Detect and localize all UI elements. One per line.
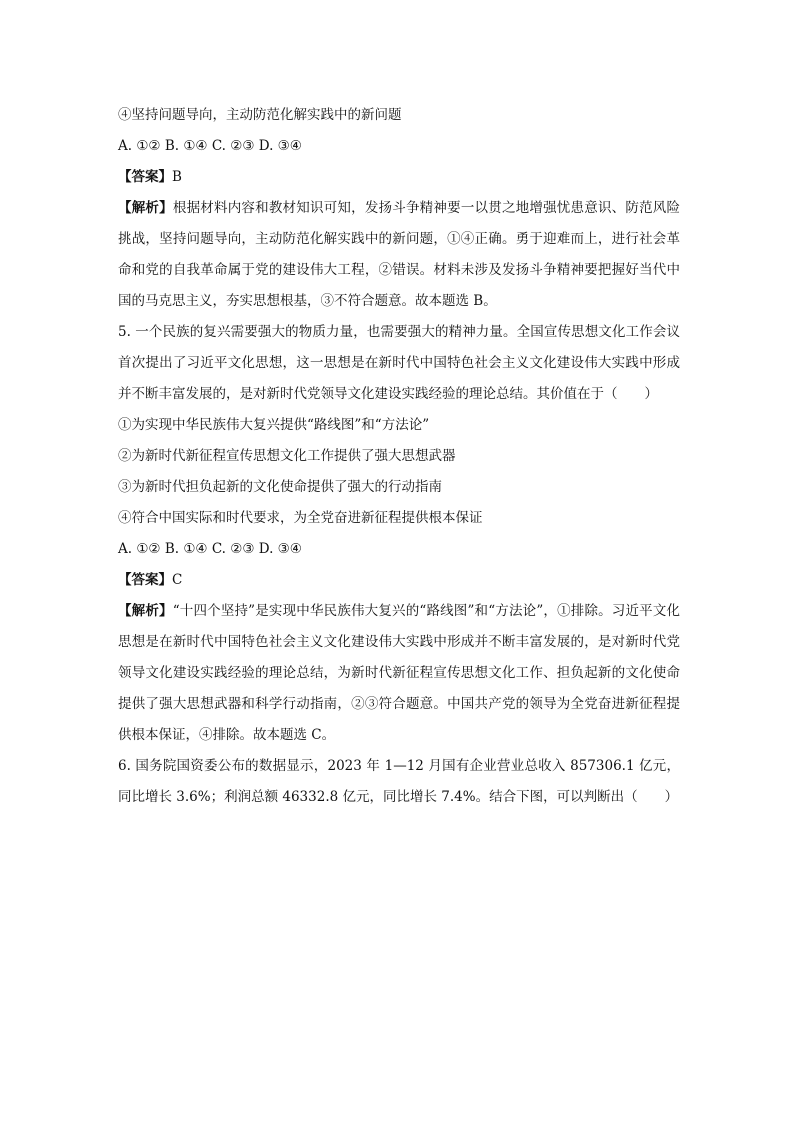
q5-option-1: ①为实现中华民族伟大复兴提供“路线图”和“方法论”	[118, 417, 430, 433]
q4-analysis-text: 根据材料内容和教材知识可知，发扬斗争精神要一以贯之地增强忧患意识、防范风险挑战，坚持问题导向，主动防范化解实践中的新问题，①④正确。勇于迎难而上，进行社会革命和党的自我革命属于党的建设伟大工程，②错误。材料未涉及发扬斗争精神要把握好当代中国的马克思主义，夯实思想根基，③不符合题意。故本题选 B。	[118, 200, 681, 309]
q5-analysis	[118, 596, 680, 751]
q5-option-3: ③为新时代担负起新的文化使命提供了强大的行动指南	[118, 479, 442, 495]
document-page	[118, 100, 680, 813]
q4-analysis	[118, 193, 680, 317]
analysis-tag: 【解析】	[118, 603, 173, 619]
q4-option-4: ④坚持问题导向，主动防范化解实践中的新问题	[118, 107, 402, 123]
q4-answer-value: B	[172, 169, 182, 185]
analysis-tag: 【解析】	[118, 200, 173, 216]
q5-answer	[118, 565, 680, 596]
q5-option-2: ②为新时代新征程宣传思想文化工作提供了强大思想武器	[118, 448, 456, 464]
q5-stem: 5. 一个民族的复兴需要强大的物质力量，也需要强大的精神力量。全国宣传思想文化工作会议首次提出了习近平文化思想，这一思想是在新时代中国特色社会主义文化建设伟大实践中形成并不断丰富发展的，是对新时代党领导文化建设实践经验的理论总结。其价值在于（ ）	[118, 324, 680, 402]
q5-option-4: ④符合中国实际和时代要求，为全党奋进新征程提供根本保证	[118, 510, 483, 526]
q4-answer	[118, 162, 680, 193]
q5-answer-value: C	[172, 572, 183, 588]
q5-choices: A. ①② B. ①④ C. ②③ D. ③④	[118, 541, 302, 557]
q5-analysis-text: “十四个坚持”是实现中华民族伟大复兴的“路线图”和“方法论”，①排除。习近平文化思想是在新时代中国特色社会主义文化建设伟大实践中形成并不断丰富发展的，是对新时代党领导文化建设实践经验的理论总结，为新时代新征程宣传思想文化工作、担负起新的文化使命提供了强大思想武器和科学行动指南，②③符合题意。中国共产党的领导为全党奋进新征程提供根本保证，④排除。故本题选 C。	[118, 603, 681, 743]
answer-tag: 【答案】	[118, 572, 172, 588]
q6-stem: 6. 国务院国资委公布的数据显示，2023 年 1—12 月国有企业营业总收入 857306.1 亿元，同比增长 3.6%；利润总额 46332.8 亿元，同比增长 7.4%。结合下图，可以判断出（ ）	[118, 758, 680, 805]
q4-choices: A. ①② B. ①④ C. ②③ D. ③④	[118, 138, 302, 154]
answer-tag: 【答案】	[118, 169, 172, 185]
